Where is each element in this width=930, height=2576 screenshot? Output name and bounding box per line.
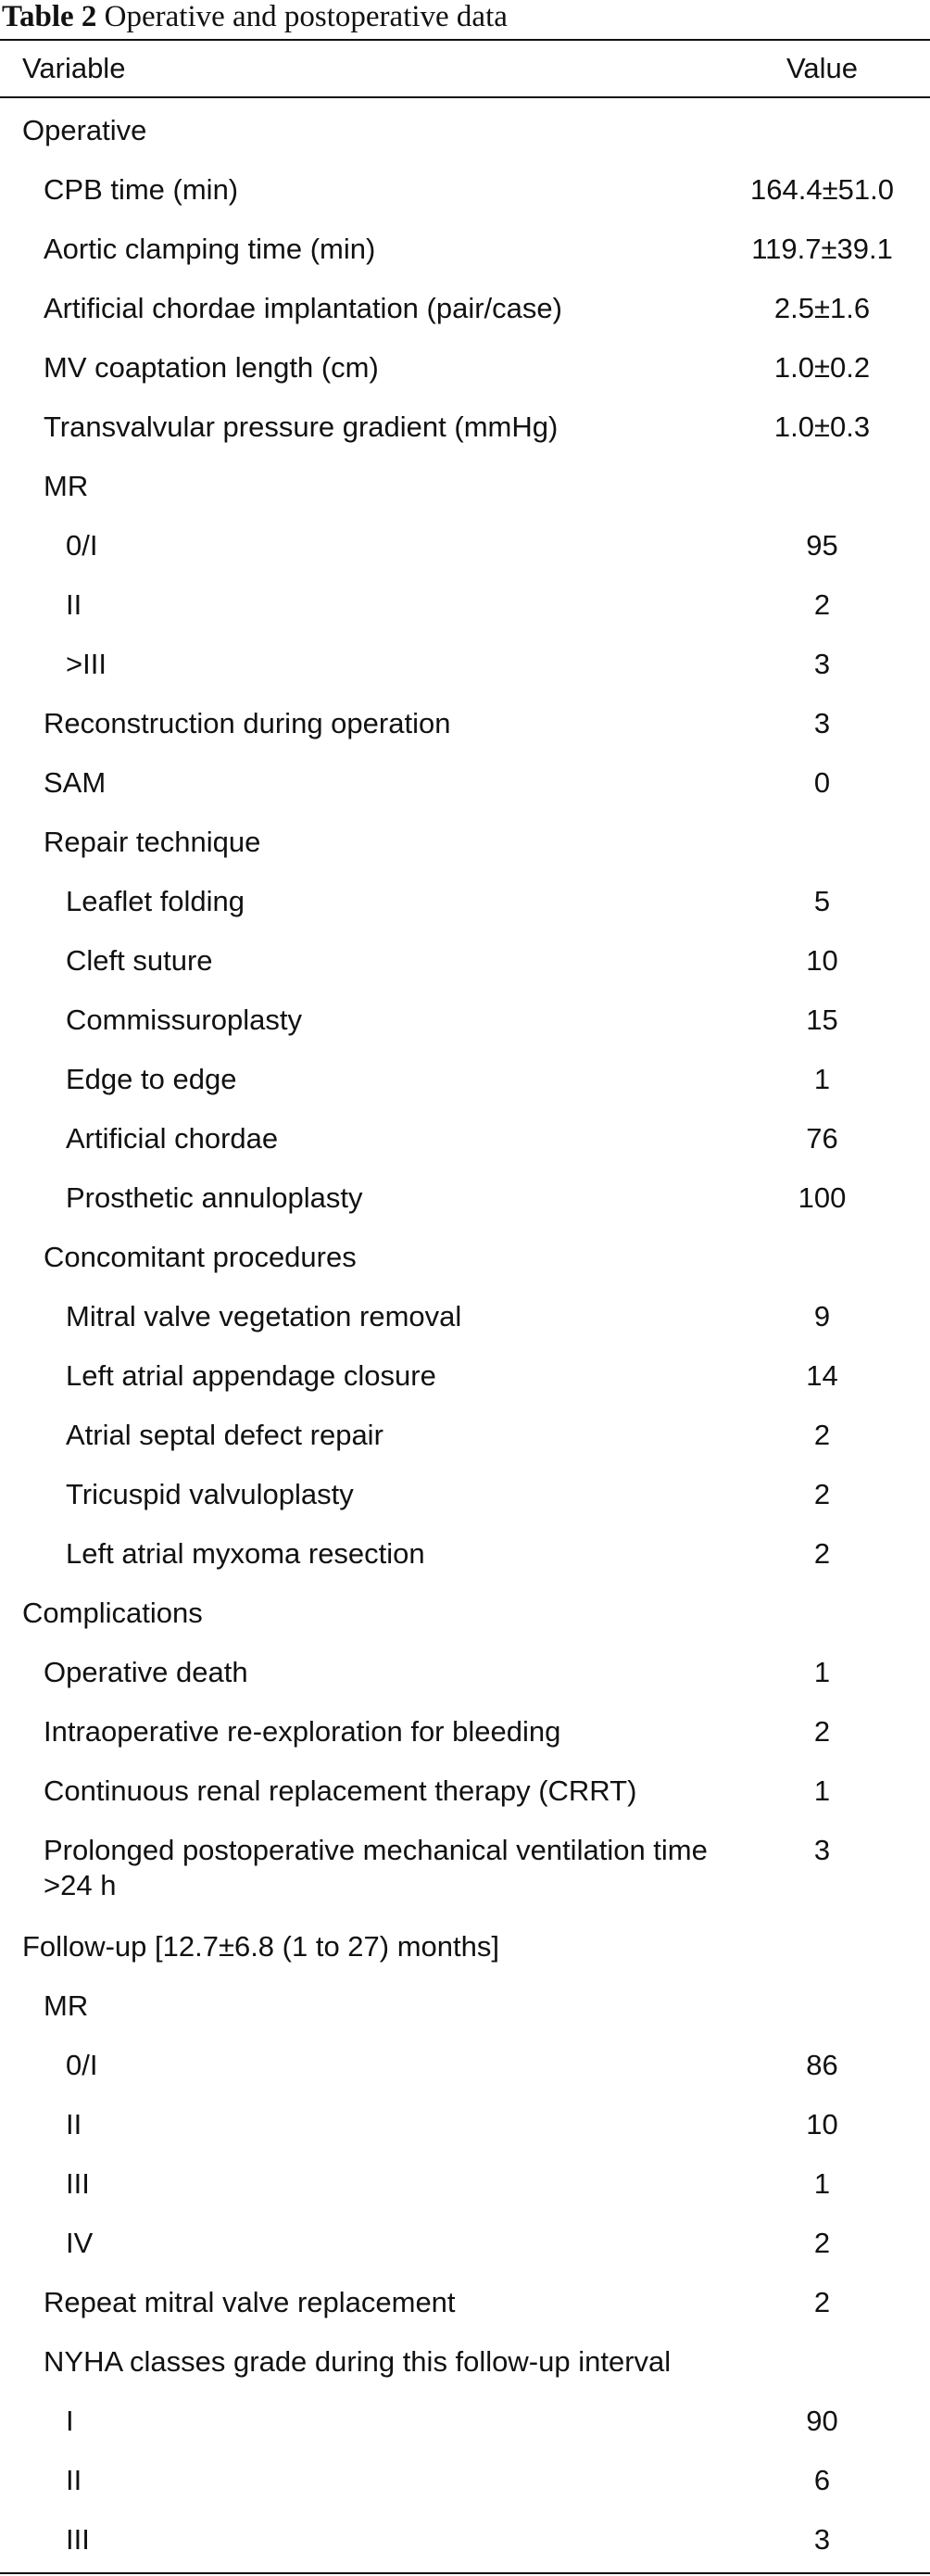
table-caption bbox=[2, 0, 508, 37]
row-value: 15 bbox=[806, 1004, 838, 1036]
row-variable: Follow-up [12.7±6.8 (1 to 27) months] bbox=[22, 1930, 499, 1963]
row-value: 5 bbox=[813, 885, 831, 917]
row-value: 90 bbox=[806, 2405, 838, 2437]
table-row bbox=[0, 1701, 930, 1761]
row-variable: 0/I bbox=[66, 2049, 98, 2081]
row-value: 1.0±0.2 bbox=[773, 351, 871, 384]
table-row bbox=[0, 2094, 930, 2153]
table-row bbox=[0, 219, 930, 278]
row-value: 95 bbox=[806, 529, 838, 562]
table-row bbox=[0, 575, 930, 634]
table-caption-label: Table 2 bbox=[2, 0, 97, 33]
row-variable: II bbox=[66, 2464, 82, 2496]
row-value: 100 bbox=[798, 1181, 847, 1214]
table-row bbox=[0, 2213, 930, 2272]
row-variable: Reconstruction during operation bbox=[44, 707, 451, 739]
bottom-rule bbox=[0, 2572, 930, 2574]
row-value: 6 bbox=[813, 2464, 831, 2496]
row-value: 1 bbox=[813, 1063, 831, 1095]
row-value: 9 bbox=[813, 1300, 831, 1332]
table-row bbox=[0, 2450, 930, 2509]
row-variable: Prolonged postoperative mechanical ventilation time >24 h bbox=[44, 1834, 708, 1901]
row-variable: 0/I bbox=[66, 529, 98, 562]
row-variable: Atrial septal defect repair bbox=[66, 1419, 383, 1451]
table-row bbox=[0, 990, 930, 1049]
table-row bbox=[0, 2035, 930, 2094]
row-variable: Repeat mitral valve replacement bbox=[44, 2286, 456, 2318]
row-variable: Repair technique bbox=[44, 826, 261, 858]
row-value: 2 bbox=[813, 1715, 831, 1748]
row-variable: Intraoperative re-exploration for bleeding bbox=[44, 1715, 561, 1748]
row-value: 10 bbox=[806, 944, 838, 977]
row-value: 2 bbox=[813, 1478, 831, 1510]
table-row bbox=[0, 278, 930, 337]
table-row bbox=[0, 693, 930, 752]
row-variable: Operative death bbox=[44, 1656, 248, 1688]
table-row bbox=[0, 812, 930, 871]
table-row bbox=[0, 1642, 930, 1701]
table-row bbox=[0, 1523, 930, 1583]
row-value: 164.4±51.0 bbox=[750, 173, 894, 206]
row-value: 0 bbox=[813, 766, 831, 799]
row-variable: II bbox=[66, 2108, 82, 2140]
table-row bbox=[0, 871, 930, 930]
row-value: 1 bbox=[813, 1656, 831, 1688]
row-value: 14 bbox=[806, 1359, 838, 1392]
row-value: 86 bbox=[806, 2049, 838, 2081]
row-value: 76 bbox=[806, 1122, 838, 1155]
table-row bbox=[0, 100, 930, 159]
table-row bbox=[0, 1049, 930, 1108]
table-row bbox=[0, 1345, 930, 1405]
table-row bbox=[0, 1583, 930, 1642]
table-row bbox=[0, 2272, 930, 2331]
table-row bbox=[0, 159, 930, 219]
table-row bbox=[0, 1761, 930, 1820]
row-value: 3 bbox=[813, 707, 831, 739]
row-variable: Left atrial myxoma resection bbox=[66, 1537, 425, 1570]
row-variable: NYHA classes grade during this follow-up interval bbox=[44, 2345, 672, 2378]
table-row bbox=[0, 2153, 930, 2213]
row-value: 2 bbox=[813, 2227, 831, 2259]
row-variable: Operative bbox=[22, 114, 147, 146]
row-value: 1.0±0.3 bbox=[773, 410, 871, 443]
row-variable: Transvalvular pressure gradient (mmHg) bbox=[44, 410, 559, 443]
row-variable: IV bbox=[66, 2227, 94, 2259]
table-row bbox=[0, 337, 930, 397]
table-row bbox=[0, 2509, 930, 2569]
table-row bbox=[0, 1168, 930, 1227]
row-variable: Artificial chordae bbox=[66, 1122, 279, 1155]
row-variable: Prosthetic annuloplasty bbox=[66, 1181, 363, 1214]
row-value: 1 bbox=[813, 2167, 831, 2200]
row-value: 1 bbox=[813, 1774, 831, 1807]
table-row bbox=[0, 456, 930, 515]
row-value: 2 bbox=[813, 2286, 831, 2318]
table-row bbox=[0, 1464, 930, 1523]
row-value: 119.7±39.1 bbox=[751, 233, 893, 265]
table-row bbox=[0, 2391, 930, 2450]
header-rule bbox=[0, 96, 930, 98]
row-variable: Mitral valve vegetation removal bbox=[66, 1300, 462, 1332]
table-row bbox=[0, 515, 930, 575]
table-row bbox=[0, 1820, 930, 1916]
row-variable: Cleft suture bbox=[66, 944, 213, 977]
table-row bbox=[0, 2331, 930, 2391]
row-variable: Concomitant procedures bbox=[44, 1241, 357, 1273]
table-row bbox=[0, 1227, 930, 1286]
row-variable: >III bbox=[66, 648, 107, 680]
table-row bbox=[0, 930, 930, 990]
row-value: 2 bbox=[813, 588, 831, 621]
table-row bbox=[0, 752, 930, 812]
table-caption-title: Operative and postoperative data bbox=[104, 0, 508, 33]
row-value: 10 bbox=[806, 2108, 838, 2140]
row-variable: II bbox=[66, 588, 82, 621]
row-variable: III bbox=[66, 2167, 90, 2200]
table-row bbox=[0, 634, 930, 693]
row-variable: Left atrial appendage closure bbox=[66, 1359, 436, 1392]
row-variable: CPB time (min) bbox=[44, 173, 239, 206]
table-row bbox=[0, 1916, 930, 1976]
row-variable: Complications bbox=[22, 1597, 203, 1629]
row-variable: Continuous renal replacement therapy (CRRT) bbox=[44, 1774, 637, 1807]
table-row bbox=[0, 1108, 930, 1168]
table-body bbox=[0, 100, 930, 2569]
row-variable: MR bbox=[44, 470, 89, 502]
table-row bbox=[0, 397, 930, 456]
row-value: 2 bbox=[813, 1419, 831, 1451]
row-variable: Tricuspid valvuloplasty bbox=[66, 1478, 354, 1510]
row-value: 3 bbox=[813, 648, 831, 680]
row-variable: III bbox=[66, 2523, 90, 2556]
row-variable: Edge to edge bbox=[66, 1063, 237, 1095]
row-variable: SAM bbox=[44, 766, 107, 799]
row-variable: Leaflet folding bbox=[66, 885, 245, 917]
table-row bbox=[0, 1286, 930, 1345]
row-value: 3 bbox=[813, 1834, 831, 1866]
column-header-variable: Variable bbox=[22, 52, 126, 84]
table-row bbox=[0, 1405, 930, 1464]
row-value: 3 bbox=[813, 2523, 831, 2556]
row-value: 2.5±1.6 bbox=[773, 292, 871, 324]
row-variable: Commissuroplasty bbox=[66, 1004, 302, 1036]
row-value: 2 bbox=[813, 1537, 831, 1570]
row-variable: Aortic clamping time (min) bbox=[44, 233, 376, 265]
column-header-value: Value bbox=[786, 52, 858, 84]
row-variable: I bbox=[66, 2405, 74, 2437]
table-row bbox=[0, 1976, 930, 2035]
row-variable: MR bbox=[44, 1989, 89, 2022]
row-variable: Artificial chordae implantation (pair/case) bbox=[44, 292, 562, 324]
row-variable: MV coaptation length (cm) bbox=[44, 351, 379, 384]
